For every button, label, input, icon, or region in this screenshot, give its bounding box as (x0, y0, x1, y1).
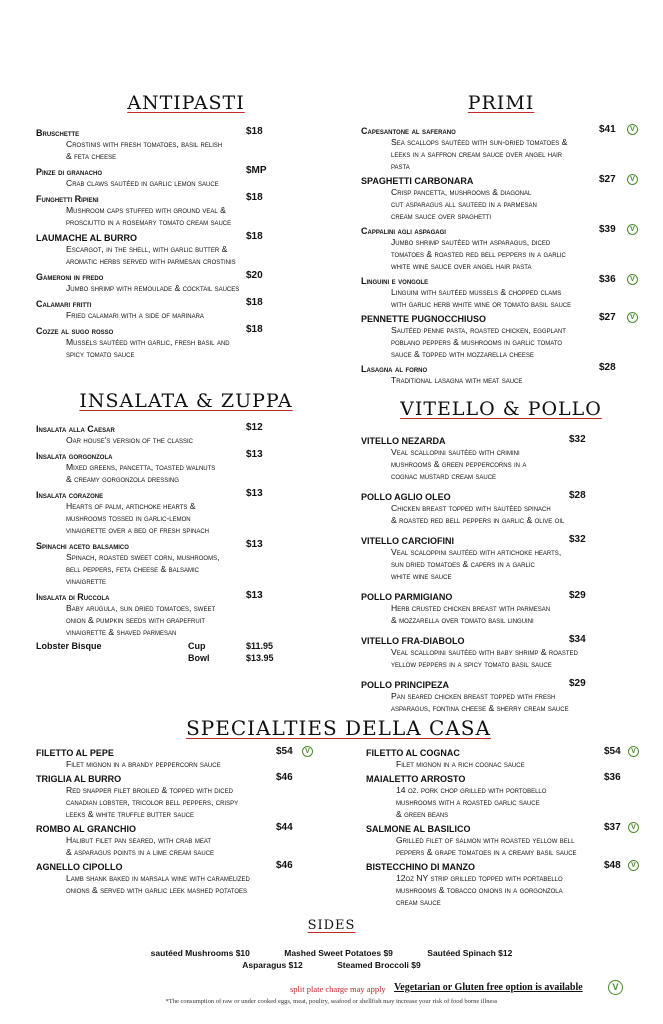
menu-item-price: $13 (246, 590, 263, 601)
menu-item-price: $48 (604, 860, 621, 871)
bisque-cup-price: $11.95 (246, 641, 274, 651)
menu-item-header (36, 126, 336, 138)
menu-item (361, 534, 641, 582)
menu-item (366, 746, 646, 770)
menu-item-price: $MP (246, 165, 267, 176)
menu-item-header (361, 224, 641, 236)
menu-item-header (36, 488, 336, 500)
sides-line-1 (0, 947, 663, 959)
menu-item-name: Bruschette (36, 128, 80, 138)
menu-item-name: Spinachi aceto balsamico (36, 541, 129, 551)
menu-item-description: Jumbo shrimp with remoulade & cocktail sauces (66, 283, 240, 293)
menu-item-price: $13 (246, 449, 263, 460)
menu-item-price: $37 (604, 822, 621, 833)
menu-item-description: Crisp pancetta, mushrooms & diagonal cut asparagus all sauteed in a parmesan cream sauce over spaghetti (391, 187, 537, 221)
menu-item (361, 678, 641, 714)
menu-item-price: $39 (599, 224, 616, 235)
menu-item-description: Mixed greens, pancetta, toasted walnuts & creamy gorgonzola dressing (66, 462, 216, 484)
menu-item-header (36, 192, 336, 204)
menu-item-header (36, 539, 336, 551)
specialties-section (36, 716, 641, 907)
menu-item-name: SALMONE AL BASILICO (366, 824, 471, 834)
menu-item-header (366, 860, 646, 872)
menu-item-header (361, 590, 641, 602)
menu-item-price: $27 (599, 174, 616, 185)
menu-item-name: Insalata di Ruccola (36, 592, 110, 602)
menu-item-price: $29 (569, 678, 586, 689)
menu-item (36, 192, 336, 228)
menu-item-description: Chicken breast topped with sautéed spinach & roasted red bell peppers in garlic & olive oil (391, 503, 565, 525)
veg-gluten-free-icon: V (627, 174, 638, 185)
menu-item-price: $36 (604, 772, 621, 783)
menu-item (361, 124, 641, 172)
menu-item (361, 590, 641, 626)
antipasti-section (36, 92, 336, 363)
menu-item-name: Linguini e vongole (361, 276, 429, 286)
menu-item (36, 270, 336, 294)
menu-item-price: $28 (599, 362, 616, 373)
menu-item-header (361, 274, 641, 286)
veg-gluten-free-icon: V (628, 860, 639, 871)
menu-item-name: SPAGHETTI CARBONARA (361, 176, 474, 186)
menu-item-header (361, 490, 641, 502)
menu-item-price: $41 (599, 124, 616, 135)
veg-gluten-free-icon: V (628, 746, 639, 757)
menu-item-price: $32 (569, 434, 586, 445)
menu-item (361, 312, 641, 360)
menu-item-price: $18 (246, 231, 263, 242)
menu-item-description: Oar house's version of the classic (66, 435, 193, 445)
menu-item-name: VITELLO NEZARDA (361, 436, 446, 446)
menu-item (361, 490, 641, 526)
menu-item (36, 488, 336, 536)
menu-item-price: $20 (246, 270, 263, 281)
menu-item-description: 12oz NY strip grilled topped with portabello mushrooms & tobacco onions in a gorgonzola cream sauce (396, 873, 563, 907)
menu-item-price: $13 (246, 539, 263, 550)
vegetarian-note: Vegetarian or Gluten free option is available (394, 982, 583, 993)
menu-item (36, 324, 336, 360)
menu-item (36, 297, 336, 321)
menu-item-price: $54 (604, 746, 621, 757)
menu-item-name: Capesantone al saferano (361, 126, 456, 136)
side-item: Sautéed Spinach $12 (427, 948, 513, 958)
menu-item-description: Spinach, roasted sweet corn, mushrooms, bell peppers, feta cheese & balsamic vinaigrette (66, 552, 220, 586)
menu-item-name: AGNELLO CIPOLLO (36, 862, 123, 872)
menu-item-header (36, 822, 326, 834)
menu-item-description: 14 oz. pork chop grilled with portobello mushrooms with a roasted garlic sauce & green beans (396, 785, 547, 819)
menu-item-header (36, 746, 326, 758)
menu-item-price: $32 (569, 534, 586, 545)
menu-item-description: Veal scallopini sautéed with crimini mushrooms & green peppercorns in a cognac mustard cream sauce (391, 447, 527, 481)
menu-item-header (36, 860, 326, 872)
menu-item-header (36, 422, 336, 434)
menu-item-description: Pan seared chicken breast topped with fresh asparagus, fontina cheese & sherry cream sauce (391, 691, 569, 713)
menu-item-description: Herb crusted chicken breast with parmesan & mozzarella over tomato basil linguini (391, 603, 551, 625)
menu-item-header (361, 124, 641, 136)
menu-item-description: Traditional lasagna with meat sauce (391, 375, 523, 385)
menu-item-price: $54 (276, 746, 293, 757)
primi-title: PRIMI (467, 92, 535, 114)
menu-item-name: MAIALETTO ARROSTO (366, 774, 466, 784)
sides-line-2 (0, 959, 663, 971)
menu-item-header (361, 174, 641, 186)
specialties-right-list (366, 746, 646, 910)
menu-item (36, 772, 326, 820)
menu-item-price: $28 (569, 490, 586, 501)
insalata-section (36, 390, 336, 667)
insalata-title: INSALATA & ZUPPA (79, 390, 293, 412)
menu-item (36, 422, 336, 446)
antipasti-list (36, 126, 336, 360)
specialties-left-list (36, 746, 326, 898)
lobster-bisque (36, 641, 336, 667)
menu-item-header (36, 270, 336, 282)
menu-item-header (36, 297, 336, 309)
menu-item-name: LAUMACHE AL BURRO (36, 233, 137, 243)
antipasti-title: ANTIPASTI (127, 92, 245, 114)
veg-gluten-free-icon: V (627, 124, 638, 135)
menu-item-name: FILETTO AL PEPE (36, 748, 114, 758)
menu-item-description: Sautéed penne pasta, roasted chicken, eggplant poblano peppers & mushrooms in garlic tomato sauce & topped with mozzarella cheese (391, 325, 566, 359)
menu-item (361, 434, 641, 482)
menu-item-header (36, 324, 336, 336)
menu-item-price: $46 (276, 860, 293, 871)
veg-gluten-free-icon: V (627, 224, 638, 235)
menu-item-price: $44 (276, 822, 293, 833)
menu-item-price: $34 (569, 634, 586, 645)
menu-item-header (361, 534, 641, 546)
menu-item-header (366, 746, 646, 758)
specialties-title: SPECIALTIES DELLA CASA (186, 716, 491, 740)
primi-list (361, 124, 641, 386)
menu-item-description: Sea scallops sautéed with sun-dried tomatoes & leeks in a saffron cream sauce over angel hair pasta (391, 137, 568, 171)
menu-item-description: Mussels sautéed with garlic, fresh basil and spicy tomato sauce (66, 337, 230, 359)
insalata-list (36, 422, 336, 638)
menu-item-price: $18 (246, 126, 263, 137)
menu-item-name: VITELLO FRA-DIABOLO (361, 636, 465, 646)
menu-item-name: Cappalini agli aspagagi (361, 226, 446, 236)
menu-item-name: PENNETTE PUGNOCCHIUSO (361, 314, 487, 324)
menu-item-name: Insalata gorgonzola (36, 451, 113, 461)
split-plate-note: split plate charge may apply (290, 984, 386, 994)
menu-item-price: $12 (246, 422, 263, 433)
sides-title: SIDES (307, 918, 356, 933)
vitello-section (361, 398, 641, 722)
menu-item-price: $18 (246, 297, 263, 308)
menu-item (366, 772, 646, 820)
menu-item-description: Grilled filet of salmon with roasted yellow bell peppers & grape tomatoes in a creamy basil sauce (396, 835, 577, 857)
menu-item-name: Lasagna al forno (361, 364, 428, 374)
menu-item (36, 165, 336, 189)
menu-item (36, 126, 336, 162)
menu-item-name: TRIGLIA AL BURRO (36, 774, 122, 784)
veg-gluten-free-icon: V (302, 746, 313, 757)
menu-item-price: $18 (246, 324, 263, 335)
menu-item-name: POLLO PRINCIPEZA (361, 680, 450, 690)
side-item: Mashed Sweet Potatoes $9 (284, 948, 393, 958)
menu-item-header (366, 822, 646, 834)
menu-item-header (361, 634, 641, 646)
side-item: Asparagus $12 (242, 960, 303, 970)
bisque-bowl-label: Bowl (188, 653, 210, 663)
menu-item-header (36, 231, 336, 243)
menu-item (36, 590, 336, 638)
menu-item (36, 822, 326, 858)
menu-item (361, 174, 641, 222)
menu-item-name: Insalata alla Caesar (36, 424, 115, 434)
menu-item-name: Calamari fritti (36, 299, 92, 309)
menu-item-name: VITELLO CARCIOFINI (361, 536, 454, 546)
menu-item-header (361, 678, 641, 690)
veg-gluten-free-icon: V (627, 312, 638, 323)
menu-item-description: Filet mignon in a brandy peppercorn sauce (66, 759, 221, 769)
menu-item (361, 274, 641, 310)
menu-item-description: Escargot, in the shell, with garlic butter & aromatic herbs served with parmesan crostinis (66, 244, 236, 266)
menu-item-header (361, 312, 641, 324)
menu-item-name: ROMBO AL GRANCHIO (36, 824, 136, 834)
menu-item-description: Lamb shank baked in marsala wine with caramelized onions & served with garlic leek mashed potatoes (66, 873, 250, 895)
menu-item-description: Linguini with sautéed mussels & chopped clams with garlic herb white wine or tomato basil sauce (391, 287, 572, 309)
menu-item-header (36, 590, 336, 602)
menu-item-name: POLLO PARMIGIANO (361, 592, 453, 602)
menu-item-description: Red snapper filet broiled & topped with diced canadian lobster, tricolor bell peppers, crispy leeks & white truffle butter sauce (66, 785, 239, 819)
menu-item (36, 231, 336, 267)
menu-item-description: Veal scaloppini sautéed with artichoke hearts, sun dried tomatoes & capers in a garlic white wine sauce (391, 547, 562, 581)
veg-gluten-free-icon: V (627, 274, 638, 285)
menu-item-name: Cozze al sugo rosso (36, 326, 114, 336)
primi-section (361, 92, 641, 388)
menu-item-description: Crostinis with fresh tomatoes, basil relish & feta cheese (66, 139, 223, 161)
menu-item (361, 362, 641, 386)
menu-item (361, 634, 641, 670)
menu-item-description: Mushroom caps stuffed with ground veal & prosciutto in a rosemary tomato cream sauce (66, 205, 232, 227)
menu-item-price: $29 (569, 590, 586, 601)
menu-item-description: Baby arugula, sun dried tomatoes, sweet onion & pumpkin seeds with grapefruit vinaigrette & shaved parmesan (66, 603, 216, 637)
side-item: sautéed Mushrooms $10 (150, 948, 250, 958)
sides-section (0, 918, 663, 971)
menu-item-header (36, 165, 336, 177)
menu-item-price: $27 (599, 312, 616, 323)
food-safety-disclaimer: *The consumption of raw or under cooked eggs, meat, poultry, seafood or shellfish may increase your risk of food borne illness (165, 998, 498, 1005)
menu-item-price: $46 (276, 772, 293, 783)
menu-item (366, 860, 646, 908)
menu-item-name: Gameroni in fredo (36, 272, 104, 282)
menu-item-description: Fried calamari with a side of marinara (66, 310, 204, 320)
menu-item (36, 746, 326, 770)
menu-item (36, 449, 336, 485)
menu-item-name: FILETTO AL COGNAC (366, 748, 460, 758)
menu-item (366, 822, 646, 858)
menu-item (36, 539, 336, 587)
veg-gluten-free-icon: V (628, 822, 639, 833)
menu-item (36, 860, 326, 896)
menu-item-description: Jumbo shrimp sautéed with asparagus, diced tomatoes & roasted red bell peppers in a garlic white wine sauce over angel hair pasta (391, 237, 566, 271)
menu-item-name: POLLO AGLIO OLEO (361, 492, 451, 502)
menu-item-header (36, 772, 326, 784)
vitello-list (361, 434, 641, 714)
vitello-title: VITELLO & POLLO (400, 398, 602, 420)
menu-item-name: BISTECCHINO DI MANZO (366, 862, 475, 872)
menu-item-header (361, 434, 641, 446)
veg-gluten-free-icon: V (608, 980, 623, 995)
menu-item-description: Filet mignon in a rich cognac sauce (396, 759, 525, 769)
menu-item (361, 224, 641, 272)
menu-item-header (36, 449, 336, 461)
menu-item-price: $18 (246, 192, 263, 203)
menu-item-description: Halibut filet pan seared, with crab meat & asparagus points in a lime cream sauce (66, 835, 215, 857)
menu-item-name: Insalata corazone (36, 490, 104, 500)
menu-item-name: Funghetti Ripieni (36, 194, 99, 204)
menu-item-header (366, 772, 646, 784)
bisque-name: Lobster Bisque (36, 641, 102, 651)
menu-item-description: Crab claws sautéed in garlic lemon sauce (66, 178, 219, 188)
menu-item-price: $13 (246, 488, 263, 499)
menu-item-header (361, 362, 641, 374)
menu-item-name: Pinze di granacho (36, 167, 103, 177)
menu-item-description: Veal scallopini sautéed with baby shrimp & roasted yellow peppers in a spicy tomato basil sauce (391, 647, 578, 669)
menu-item-price: $36 (599, 274, 616, 285)
side-item: Steamed Broccoli $9 (337, 960, 421, 970)
bisque-bowl-price: $13.95 (246, 653, 274, 663)
bisque-cup-label: Cup (188, 641, 206, 651)
menu-item-description: Hearts of palm, artichoke hearts & mushrooms tossed in garlic-lemon vinaigrette over a bed of fresh spinach (66, 501, 210, 535)
